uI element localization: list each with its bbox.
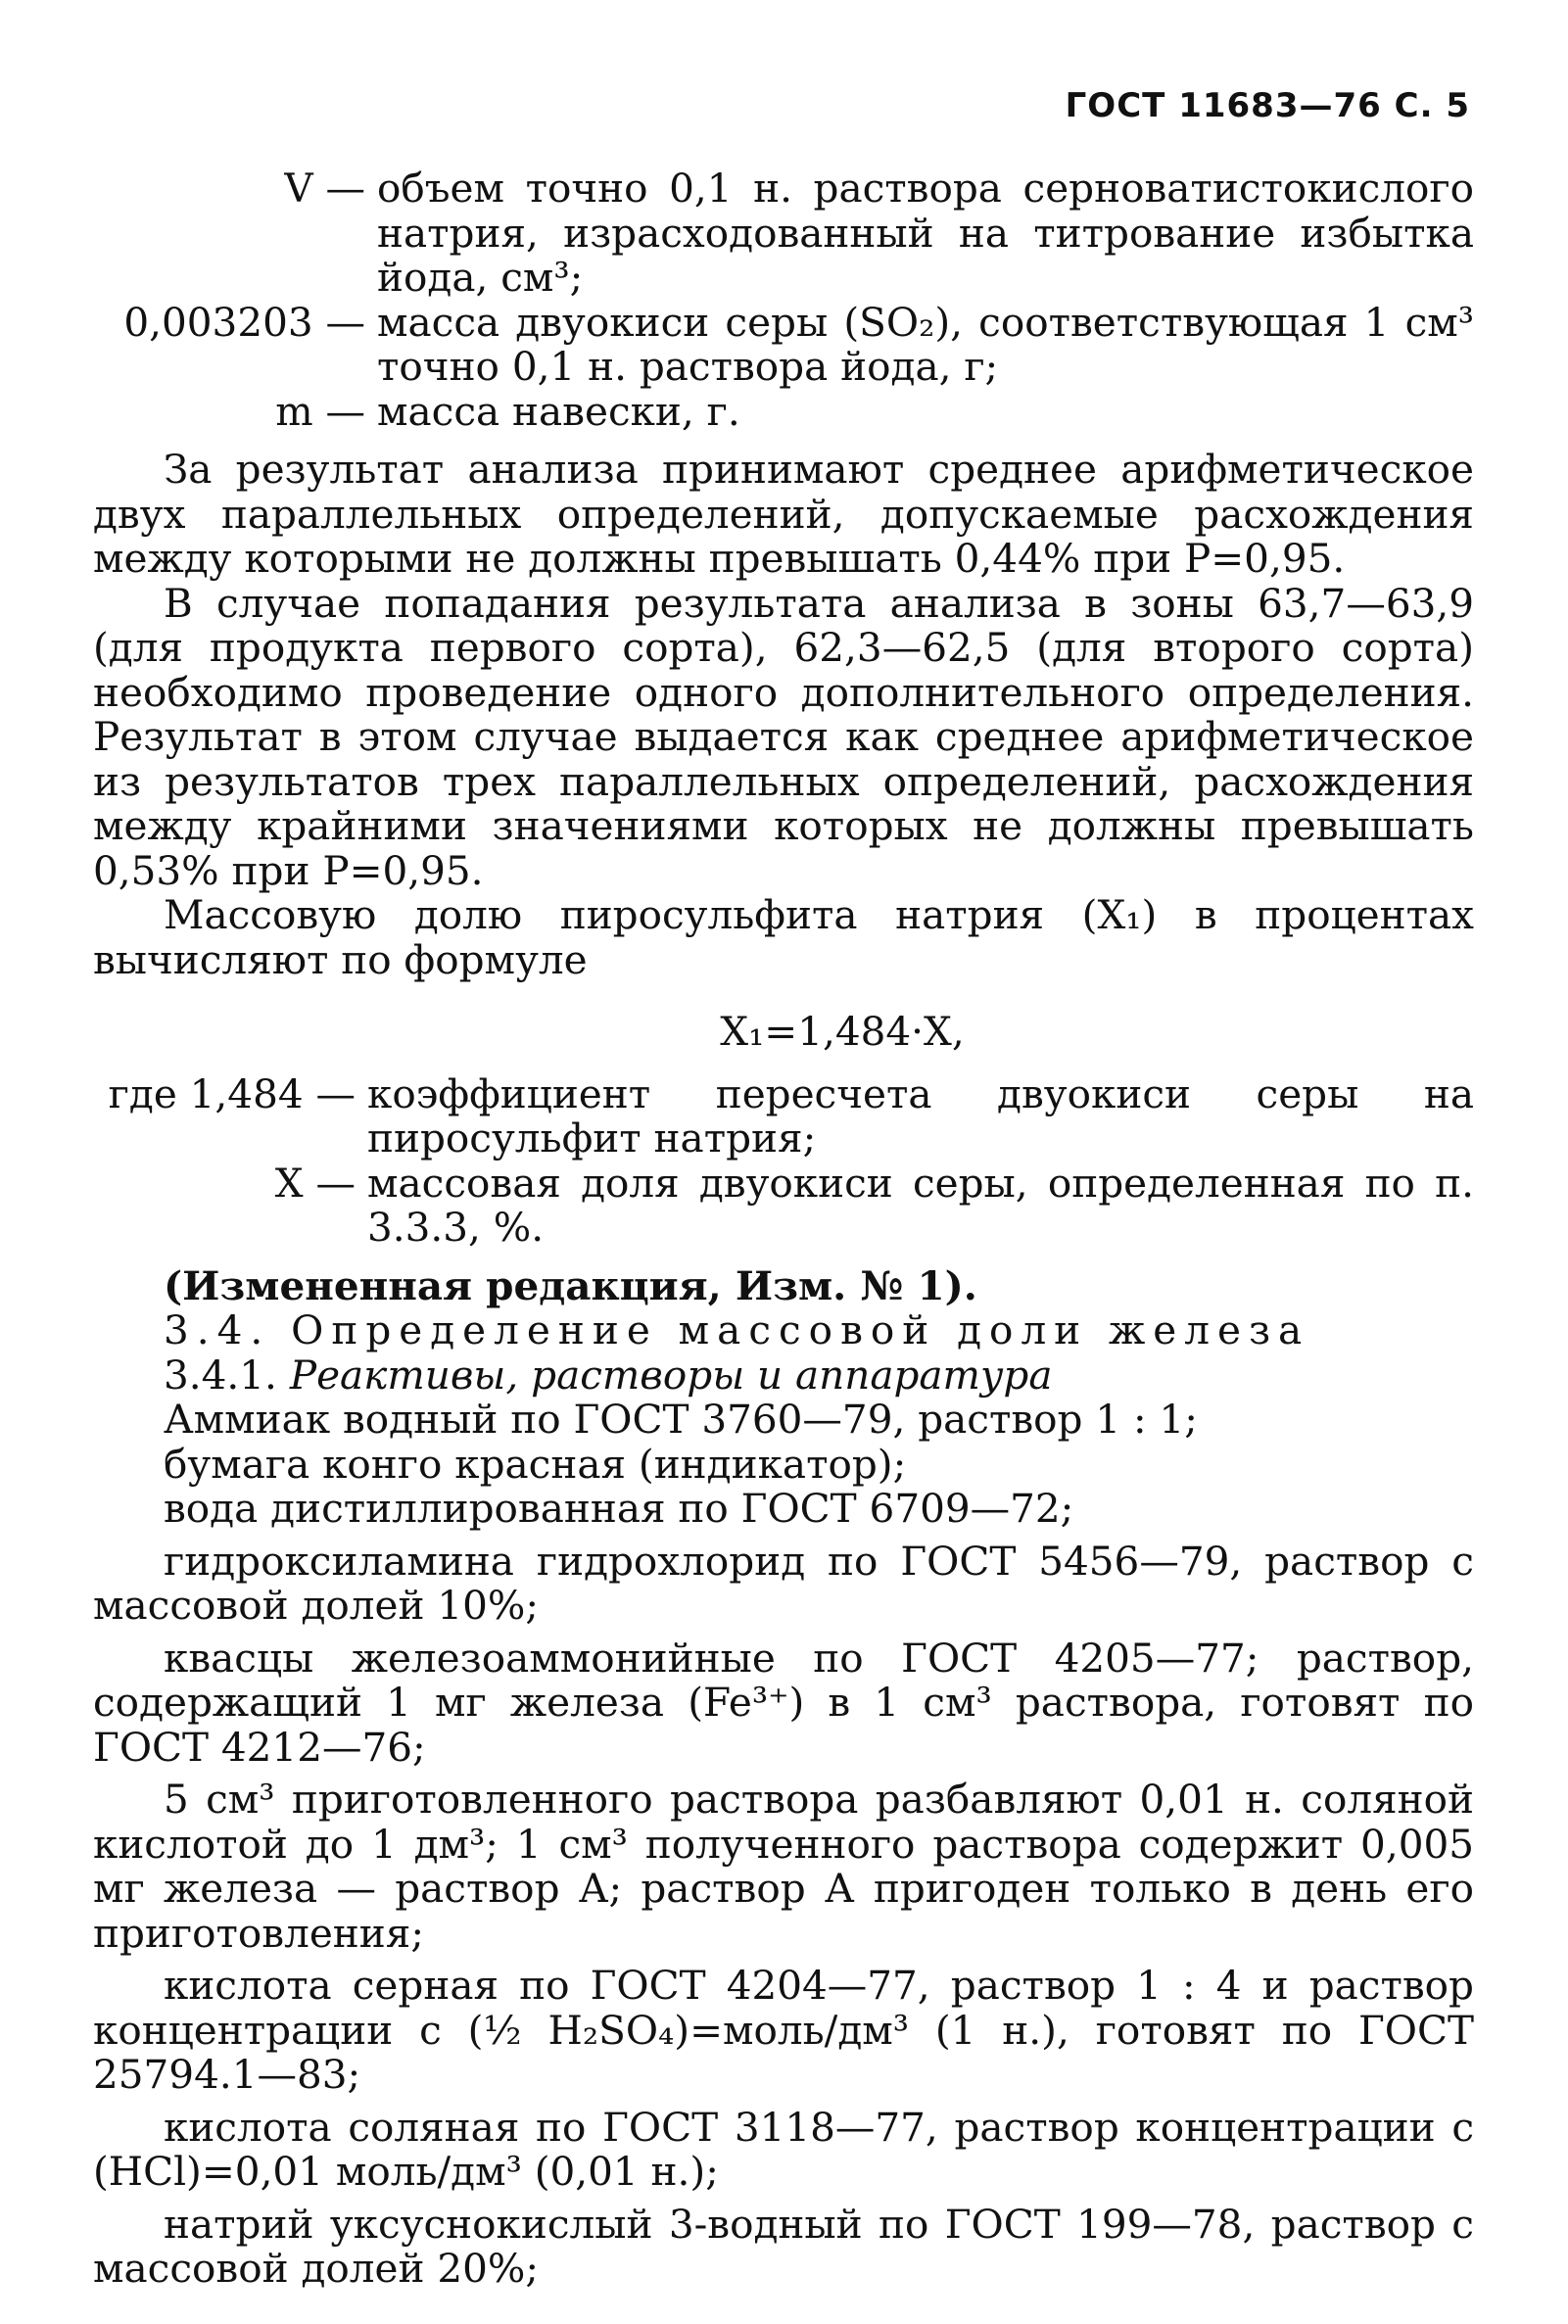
definition-text: масса навески, г. bbox=[377, 387, 740, 435]
subsection-heading bbox=[93, 1353, 1474, 1399]
reagent-item: Аммиак водный по ГОСТ 3760—79, раствор 1 : 1; bbox=[164, 1396, 1198, 1443]
definition-text: массовая доля двуокиси серы, определенная по п. 3.3.3, %. bbox=[367, 1159, 1474, 1251]
definition-symbol: m — bbox=[275, 387, 365, 435]
reagent-item: квасцы железоаммонийные по ГОСТ 4205—77; раствор, содержащий 1 мг железа (Fe³⁺) в 1 см³ раствора, готовят по ГОСТ 4212—76; bbox=[93, 1634, 1474, 1771]
section-title: 3.4. Определение массовой доли железа bbox=[164, 1306, 1310, 1353]
paragraph: За результат анализа принимают среднее арифметическое двух параллельных определений, допускаемые расхождения между которыми не должны превышать 0,44% при P=0,95. bbox=[93, 446, 1474, 582]
paragraph: Массовую долю пиросульфита натрия (X₁) в процентах вычисляют по формуле bbox=[93, 891, 1474, 983]
page-header: ГОСТ 11683—76 С. 5 bbox=[1065, 86, 1470, 125]
definition-text: объем точно 0,1 н. раствора серноватистокислого натрия, израсходованный на титрование избытка йода, см³; bbox=[377, 165, 1474, 301]
definition-symbol: X — bbox=[274, 1159, 356, 1207]
subsection-number: 3.4.1. bbox=[164, 1351, 277, 1399]
definition-symbol: где 1,484 — bbox=[108, 1069, 356, 1117]
amendment-note: (Измененная редакция, Изм. № 1). bbox=[164, 1261, 977, 1309]
formula: X₁=1,484·X, bbox=[720, 1008, 965, 1055]
reagent-item: гидроксиламина гидрохлорид по ГОСТ 5456—79, раствор с массовой долей 10%; bbox=[93, 1537, 1474, 1629]
paragraph: В случае попадания результата анализа в зоны 63,7—63,9 (для продукта первого сорта), 62,3—62,5 (для второго сорта) необходимо проведение одного дополнительного определения. Результат в этом случае выдается как среднее арифметическое из результатов трех параллельных определений, расхождения между крайними значениями которых не должны превышать 0,53% при P=0,95. bbox=[93, 579, 1474, 894]
page-content bbox=[93, 166, 1474, 2292]
definition-symbol: 0,003203 — bbox=[123, 298, 365, 346]
reagent-item: бумага конго красная (индикатор); bbox=[164, 1440, 907, 1488]
formula-definitions bbox=[93, 1069, 1474, 1251]
definition-text: коэффициент пересчета двуокиси серы на пиросульфит натрия; bbox=[367, 1069, 1474, 1162]
reagent-item: кислота серная по ГОСТ 4204—77, раствор 1 : 4 и раствор концентрации c (½ H₂SO₄)=моль/дм³ (1 н.), готовят по ГОСТ 25794.1—83; bbox=[93, 1962, 1474, 2098]
reagent-item: вода дистиллированная по ГОСТ 6709—72; bbox=[164, 1485, 1074, 1532]
reagent-item: 5 см³ приготовленного раствора разбавляют 0,01 н. соляной кислотой до 1 дм³; 1 см³ полученного раствора содержит 0,005 мг железа — раствор А; раствор А пригоден только в день его приготовления; bbox=[93, 1776, 1474, 1957]
definition-item bbox=[93, 387, 1474, 435]
definition-item bbox=[93, 166, 1474, 301]
definition-symbol: V — bbox=[284, 165, 365, 212]
reagent-item: натрий уксуснокислый 3-водный по ГОСТ 199—78, раствор с массовой долей 20%; bbox=[93, 2200, 1474, 2292]
reagent-item: кислота соляная по ГОСТ 3118—77, раствор концентрации c (HCl)=0,01 моль/дм³ (0,01 н.); bbox=[93, 2103, 1474, 2195]
subsection-title: Реактивы, растворы и аппаратура bbox=[289, 1351, 1053, 1399]
variable-definitions bbox=[93, 166, 1474, 434]
definition-item bbox=[93, 298, 1474, 390]
definition-item bbox=[93, 1159, 1474, 1251]
definition-text: масса двуокиси серы (SO₂), соответствующая 1 см³ точно 0,1 н. раствора йода, г; bbox=[377, 298, 1474, 390]
definition-item bbox=[93, 1069, 1474, 1162]
